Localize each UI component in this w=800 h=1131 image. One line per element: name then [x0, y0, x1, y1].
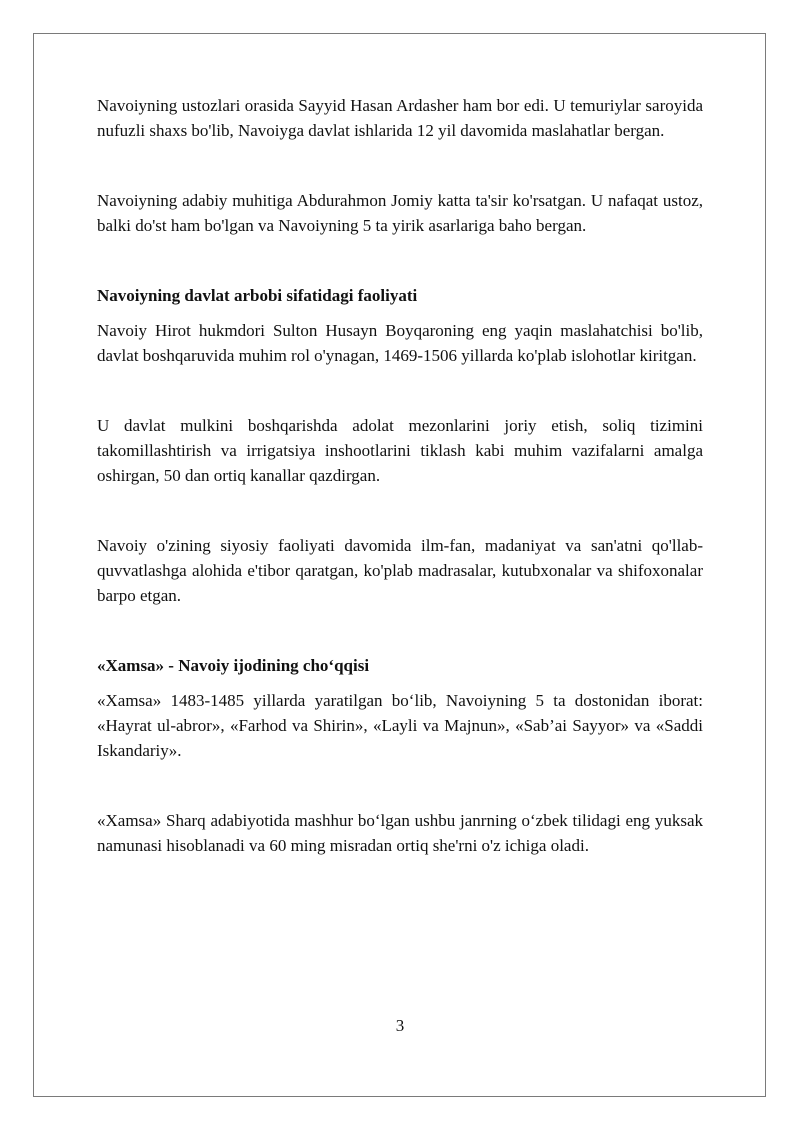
paragraph-3: Navoiy Hirot hukmdori Sulton Husayn Boyqaroning eng yaqin maslahatchisi bo'lib, davlat boshqaruvida muhim rol o'ynagan, 1469-1506 yillarda ko'plab islohotlar kiritgan. — [97, 321, 703, 365]
paragraph-7: «Xamsa» Sharq adabiyotida mashhur bo‘lgan ushbu janrning o‘zbek tilidagi eng yuksak namunasi hisoblanadi va 60 ming misradan ortiq she'rni o'z ichiga oladi. — [97, 811, 703, 855]
section-heading-xamsa: «Xamsa» - Navoiy ijodining cho‘qqisi — [97, 656, 370, 675]
paragraph-2: Navoiyning adabiy muhitiga Abdurahmon Jomiy katta ta'sir ko'rsatgan. U nafaqat ustoz, balki do'st ham bo'lgan va Navoiyning 5 ta yirik asarlariga baho bergan. — [97, 191, 703, 235]
paragraph-4: U davlat mulkini boshqarishda adolat mezonlarini joriy etish, soliq tizimini takomillashtirish va irrigatsiya inshootlarini tiklash kabi muhim vazifalarni amalga oshirgan, 50 dan ortiq kanallar qazdirgan. — [97, 416, 703, 485]
document-body — [97, 93, 703, 858]
paragraph-5: Navoiy o'zining siyosiy faoliyati davomida ilm-fan, madaniyat va san'atni qo'llab-quvvatlashga alohida e'tibor qaratgan, ko'plab madrasalar, kutubxonalar va shifoxonalar barpo etgan. — [97, 536, 703, 605]
section-heading-state-activity: Navoiyning davlat arbobi sifatidagi faoliyati — [97, 286, 418, 305]
page-number: 3 — [395, 1016, 405, 1035]
paragraph-6: «Xamsa» 1483-1485 yillarda yaratilgan bo‘lib, Navoiyning 5 ta dostonidan iborat: «Hayrat ul-abror», «Farhod va Shirin», «Layli va Majnun», «Sab’ai Sayyor» va «Saddi Iskandariy». — [97, 691, 703, 760]
paragraph-1: Navoiyning ustozlari orasida Sayyid Hasan Ardasher ham bor edi. U temuriylar saroyida nufuzli shaxs bo'lib, Navoiyga davlat ishlarida 12 yil davomida maslahatlar bergan. — [97, 96, 703, 140]
